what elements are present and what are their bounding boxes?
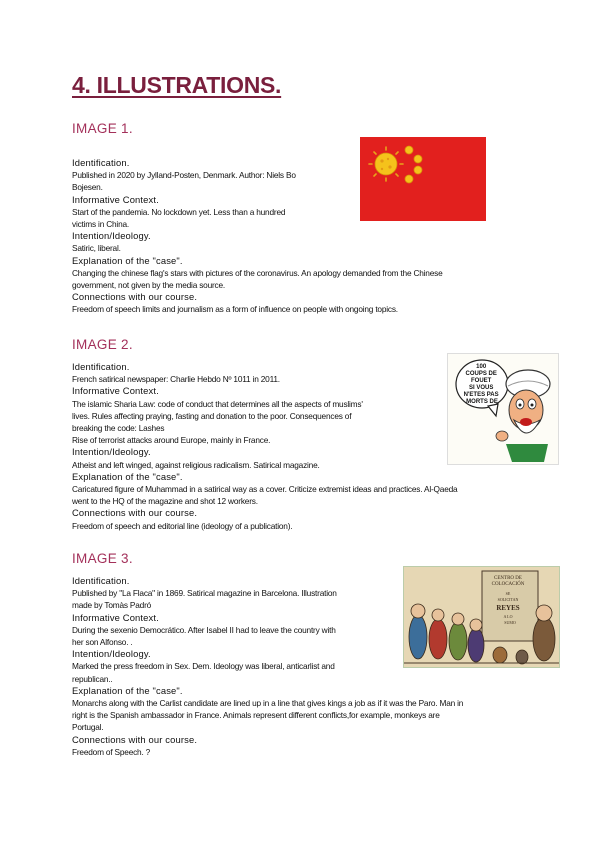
field-text: breaking the code: Lashes <box>72 423 165 434</box>
field-label: Informative Context. <box>72 193 159 205</box>
sign-line: SE <box>505 591 511 596</box>
field-text: Start of the pandemia. No lockdown yet. Less than a hundred <box>72 206 286 217</box>
sign-line: SUMO <box>504 620 516 625</box>
field-text: Monarchs along with the Carlist candidate are lined up in a line that gives kings a job as if it was the Paro. Man in <box>72 698 464 709</box>
page-title: 4. ILLUSTRATIONS. <box>72 72 282 98</box>
field-text: Published by "La Flaca" in 1869. Satirical magazine in Barcelona. Illustration <box>72 588 337 599</box>
field-label: Connections with our course. <box>72 507 198 519</box>
field-text: Changing the chinese flag's stars with pictures of the coronavirus. An apology demanded from the Chinese <box>72 267 443 278</box>
field-text: Bojesen. <box>72 182 103 193</box>
cartoon-drawing <box>404 567 559 667</box>
field-label: Informative Context. <box>72 385 159 397</box>
speech-bubble-line: FOUET <box>470 378 492 384</box>
field-text: Caricatured figure of Muhammad in a satirical way as a cover. Criticize extremist ideas and practices. Al-Qaeda <box>72 484 458 495</box>
field-label: Informative Context. <box>72 611 159 623</box>
field-text: Freedom of Speech. ? <box>72 746 151 757</box>
field-text: went to the HQ of the magazine and shot 12 workers. <box>72 496 258 507</box>
caricature-drawing <box>448 354 558 464</box>
speech-bubble-line: MORTS DE <box>466 399 498 405</box>
image-1-section <box>72 121 534 315</box>
field-label: Identification. <box>72 575 130 586</box>
field-text: Rise of terrorist attacks around Europe, mainly in France. <box>72 435 271 446</box>
field-text: her son Alfonso. . <box>72 637 133 648</box>
coronavirus-flag-illustration <box>360 137 486 221</box>
caricature-cover-illustration <box>447 353 559 465</box>
field-text: French satirical newspaper: Charlie Hebdo Nº 1011 in 2011. <box>72 374 280 385</box>
field-label: Connections with our course. <box>72 733 198 745</box>
sign-line: REYES <box>496 604 520 612</box>
field-text: victims in China. <box>72 219 129 230</box>
field-label: Identification. <box>72 157 130 168</box>
speech-bubble-line: N'ETES PAS <box>463 392 499 398</box>
field-text: made by Tomàs Padró <box>72 600 152 611</box>
virus-stars <box>360 137 486 221</box>
sign-line: COLOCACIÓN <box>491 582 525 587</box>
field-text: Published in 2020 by Jylland-Posten, Denmark. Author: Niels Bo <box>72 170 296 181</box>
field-text: The islamic Sharia Law: code of conduct that determines all the aspects of muslims' <box>72 398 363 409</box>
section-heading: IMAGE 3. <box>72 551 133 566</box>
field-label: Identification. <box>72 361 130 372</box>
field-text: During the sexenio Democrático. After Isabel II had to leave the country with <box>72 624 336 635</box>
field-label: Explanation of the "case". <box>72 684 183 696</box>
field-label: Explanation of the "case". <box>72 470 183 482</box>
field-text: Atheist and left winged, against religious radicalism. Satirical magazine. <box>72 459 320 470</box>
field-label: Intention/Ideology. <box>72 446 151 458</box>
field-label: Connections with our course. <box>72 291 198 303</box>
section-heading: IMAGE 1. <box>72 121 133 136</box>
svg-text:100 COUPS DE FOUET <box>464 364 501 405</box>
speech-bubble-line: SI VOUS <box>468 385 494 391</box>
field-text: lives. Rules affecting praying, fasting and donation to the poor. Consequences of <box>72 410 352 421</box>
field-text: right is the Spanish ambassador in France. Animals represent different conflicts,for example, monkeys are <box>72 710 440 721</box>
sign-line: A LO <box>503 614 513 619</box>
field-text: Marked the press freedom in Sex. Dem. Ideology was liberal, anticarlist and <box>72 661 335 672</box>
field-text: republican.. <box>72 673 113 684</box>
field-text: Freedom of speech and editorial line (ideology of a publication). <box>72 520 293 531</box>
field-text: government, not given by the media source. <box>72 280 226 291</box>
sign-line: CENTRO DE <box>494 576 522 581</box>
field-text: Satiric, liberal. <box>72 243 121 254</box>
la-flaca-cartoon-illustration <box>403 566 560 668</box>
field-label: Explanation of the "case". <box>72 254 183 266</box>
speech-bubble-line: 100 <box>476 364 487 370</box>
speech-bubble-line: COUPS DE <box>465 371 497 377</box>
field-text: Freedom of speech limits and journalism as a form of influence on people with ongoing topics. <box>72 304 398 315</box>
field-text: Portugal. <box>72 722 104 733</box>
section-heading: IMAGE 2. <box>72 337 133 352</box>
field-label: Intention/Ideology. <box>72 230 151 242</box>
field-label: Intention/Ideology. <box>72 648 151 660</box>
sign-line: SOLICITAN <box>497 597 519 602</box>
